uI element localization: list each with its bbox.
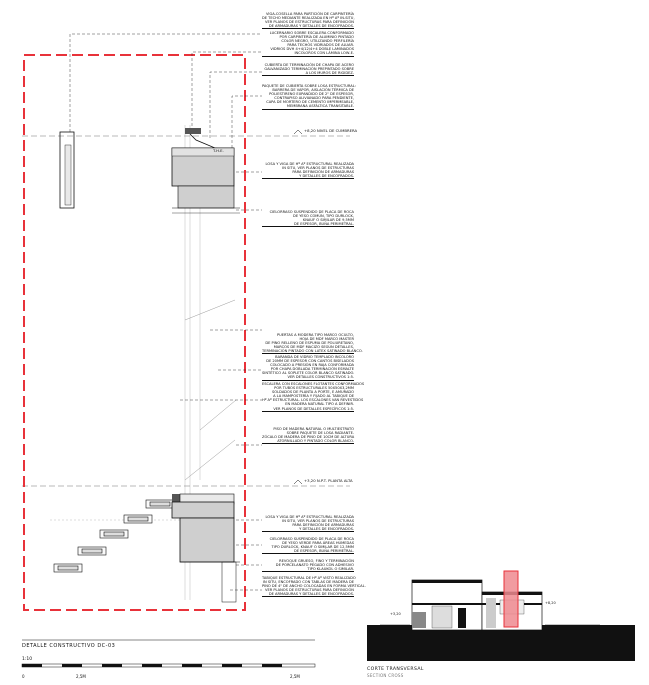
note-losa-viga-lower [262,515,354,532]
slope-label: T.H.E. [213,148,224,153]
note-line: DE PORCELANATO PEGADO CON ADHESIVO [275,563,354,568]
note-line: TERMINACIÓN PINTADO CON LATEX SATINADO BLANCO. [262,349,363,354]
detail-scale: 1:10 [22,657,33,662]
level-upper-floor-label: +3,20 N.P.T. PLANTA ALTA [304,478,353,483]
detail-title: DETALLE CONSTRUCTIVO DC-03 [22,643,116,649]
note-paquete-cubierta [262,84,354,110]
note-line: DE PINO RELLENO DE ESPUMA DE POLIURETANO, [265,341,354,346]
note-line: PARA DEFINICIÓN DE ARMADURAS [292,523,354,528]
note-line: DE ARMADURAS Y DETALLES DE ENCOFRADOS. [262,24,354,29]
note-line: MARCOS DE MDF MACIZO SEGÚN DETALLES, [273,345,354,350]
note-line: Y DETALLES DE ENCOFRADOS. [262,174,354,179]
note-line: COLOCADO A PRESIÓN EN RAJA CONFORMADA [270,363,354,368]
note-line: POR CARPINTERÍA DE ALUMINIO PINTADO [279,35,354,40]
note-cielorraso-lower [262,537,354,554]
note-line: Y DETALLES DE ENCOFRADOS. [262,527,354,532]
note-line: VER PLANOS DE DETALLES ESPECÍFICOS 1:5. [262,407,354,412]
note-puertas [262,333,363,354]
note-piso-madera [262,427,354,444]
note-line: HOJA DE MDF MARCO MASTER [299,337,354,342]
note-line: DE ARMADURAS Y DETALLES DE ENCOFRADOS. [262,592,354,597]
note-viga-cosella [262,12,354,29]
note-line: VIDRIOS DVH 4+4/12/4+4 DOBLE LAMINADOS [270,47,354,52]
note-baranda [262,355,354,381]
section-thumbnail [367,571,635,661]
note-line: IN SITU, VER PLANOS DE ESTRUCTURAS [282,519,354,524]
scale-label-0: 0 [22,674,25,679]
section-title: CORTE TRANSVERSAL [367,667,424,672]
note-line: VER PLANOS DE ESTRUCTURAS PARA DEFINICIÓN [265,588,354,593]
note-line: A LA MAMPOSTERÍA Y FIJADO AL TABIQUE DE [273,394,354,399]
note-line: PARA TECHOS VIDRIADOS DE ALUAR. [287,43,354,48]
note-line: SINTÉTICO AL SOPLETE COLOR BLANCO SATINADO. [262,371,355,376]
level-roof-label: +8,20 NIVEL DE CUMBRERA [304,128,358,133]
note-line: VIGA-COSELLA PARA PARTICIÓN DE CARPINTERÍA [265,12,354,16]
note-line: ZÓCALO DE MADERA DE PINO DE 10CM DE ALTURA [262,435,355,440]
note-lucernario [262,31,354,57]
note-line: LOSA Y VIGA DE Hº Aº ESTRUCTURAL REALIZADA [265,515,354,519]
note-line: DE TECHO MEDIANTE REALIZADA EN Hº Aº IN-SITU, [262,16,355,21]
scale-label-end: 2,5M [290,674,300,679]
note-tabique [262,576,366,597]
note-line: BARANDA DE VIDRIO TEMPLADO INCOLORO [275,355,354,359]
note-line: LUCERNARIO SOBRE ESCALERA CONFORMADO [269,31,354,35]
note-line: POR CHAPA DOBLADA TERMINACIÓN ESMALTE [270,367,354,372]
note-line: PAQUETE DE CUBIERTA SOBRE LOSA ESTRUCTURAL: [262,84,356,88]
note-line: REVOQUE GRUESO, FINO Y TERMINACIÓN [279,559,354,563]
note-line: Hº Aº ESTRUCTURAL. LOS ESCALONES VAN REVESTIDOS [262,398,364,403]
note-line: PARA DEFINICIÓN DE ARMADURAS [292,170,354,175]
note-line: CONTRAPISO ALIVIANADO PARA PENDIENTE, [274,96,354,101]
section-subtitle: SECTION CROSS [367,673,404,678]
note-line: PUERTAS A MODERA TIPO MARCO OCULTO, [276,333,354,337]
note-line: DE ESPESOR, BUÑA PERIMETRAL. [262,222,354,227]
note-line: A LOS MUROS DE RIGIDEZ. [262,71,354,76]
note-line: LOSA Y VIGA DE Hº Aº ESTRUCTURAL REALIZADA [265,162,354,166]
note-cielorraso-upper [262,210,354,227]
section-level-left: +3,20 [390,612,401,616]
note-line: GALVANIZADO TERMINACIÓN PREPINTADO SOBRE [264,67,354,72]
floating-steps [54,500,174,572]
note-line: POR TUBOS ESTRUCTURALES 50X50X3,2MM [274,386,354,391]
note-line: PISO DE MADERA NATURAL O MULTIESTRATO [273,427,354,431]
note-line: CUBIERTA DE TERMINACIÓN DE CHAPA DE ACERO [264,63,354,67]
note-line: SOLDADOS DE PLANTA A PORTE, E AMURADO [272,390,354,395]
note-line: EN MADERA NATURAL TIPO A DEFINIR. [285,402,354,407]
note-line: ATORNILLADO Y PINTADO COLOR BLANCO. [262,439,354,444]
note-line: VER PLANOS DE ESTRUCTURAS PARA DEFINICIÓN [265,20,354,25]
note-line: POLIESTIRENO EXPANDIDO DE 2" DE ESPESOR, [269,92,354,97]
note-line: TABIQUE ESTRUCTURAL DE Hº Aº VISTO REALIZADO [262,576,356,580]
note-line: SOBRE PAQUETE DE LOSA RADIANTE. [286,431,354,436]
note-line: IN SITU, VER PLANOS DE ESTRUCTURAS [282,166,354,171]
note-line: TIPO DURLOCK, KNAUF O SIMILAR DE 12,5MM [271,545,354,550]
note-line: MEMBRANA ASFÁLTICA TRANSITABLE. [262,104,354,109]
stair-diagonal [185,300,236,480]
note-line: CIELORRASO SUSPENDIDO DE PLACA DE ROCA [269,210,354,214]
note-line: DE ESPESOR, BUÑA PERIMETRAL. [262,549,354,554]
note-line: TIPO KLAUKOL O SIMILAR. [262,567,354,572]
note-line: COLOR NEGRO, UTILIZANDO PERFILERÍA [281,39,354,44]
note-line: PINO DE 4" DE ANCHO COLOCADAS EN FORMA VERTICAL. [262,584,366,589]
note-line: CAPA DE MORTERO DE CEMENTO IMPERMEABLE, [266,100,354,105]
note-line: DE YESO VERDE PARA ÁREAS HÚMEDAS [282,541,354,546]
section-level-right: +8,20 [545,601,556,605]
note-line: DE 20MM DE ESPESOR CON CANTOS BISELADOS [266,359,354,364]
note-escalera [262,382,365,412]
note-revoque [262,559,354,572]
note-line: ESCALERA CON ESCALONES FLOTANTES CONFORMADOS [262,382,365,386]
note-line: KNAUF O SIMILAR DE 9,5MM [302,218,354,223]
note-line: VER DETALLES CONSTRUCTIVOS 1:5. [262,375,354,380]
scale-label-mid: 2,5M [76,674,86,679]
note-cubierta-chapa [262,63,354,76]
note-line: BARRERA DE VAPOR, AISLACIÓN TÉRMICA DE [272,88,354,93]
note-line: CIELORRASO SUSPENDIDO DE PLACA DE ROCA [269,537,354,541]
note-losa-viga-upper [262,162,354,179]
note-line: INCOLOROS CON LÁMINA LOW-E. [262,51,354,56]
note-line: DE YESO COMÚN, TIPO DURLOCK, [293,214,354,219]
note-line: IN SITU, ENCOFRADO CON TABLAS DE MADERA DE [263,580,354,585]
